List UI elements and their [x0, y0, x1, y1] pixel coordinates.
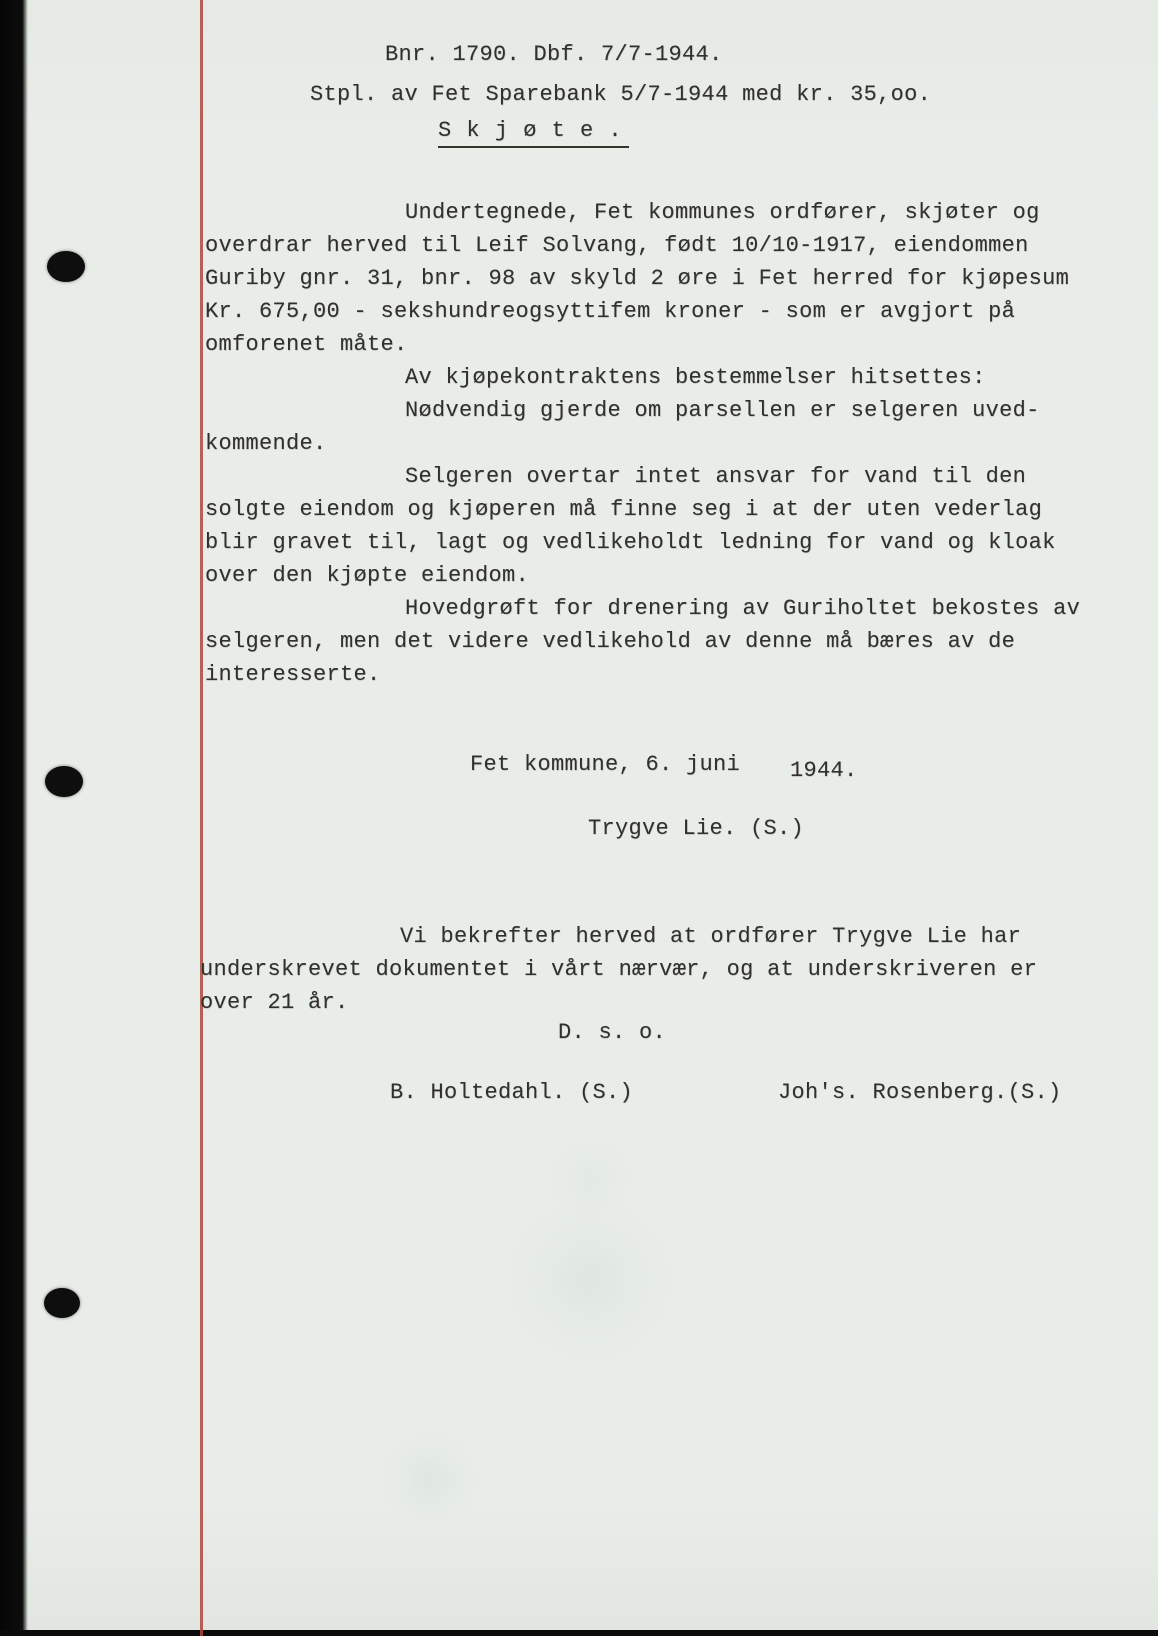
title-block: [438, 118, 629, 148]
scan-edge-bottom: [0, 1630, 1158, 1636]
text-line: Undertegnede, Fet kommunes ordfører, skjøter og: [405, 200, 1040, 225]
text-line: over den kjøpte eiendom.: [205, 563, 530, 588]
text-line: selgeren, men det videre vedlikehold av denne må bæres av de: [205, 629, 1016, 654]
text-line: over 21 år.: [200, 990, 349, 1015]
text-line: kommende.: [205, 431, 327, 456]
witness-signature-right: Joh's. Rosenberg.(S.): [778, 1080, 1062, 1105]
punch-hole: [45, 766, 83, 797]
mayor-signature: Trygve Lie. (S.): [588, 816, 805, 841]
attestation-paragraph: [200, 920, 1110, 1019]
scan-edge-left: [0, 0, 28, 1636]
text-line: blir gravet til, lagt og vedlikeholdt ledning for vand og kloak: [205, 530, 1056, 555]
text-line: Selgeren overtar intet ansvar for vand til den: [405, 464, 1027, 489]
text-line: underskrevet dokumentet i vårt nærvær, og at underskriveren er: [200, 957, 1038, 982]
header-reference: Bnr. 1790. Dbf. 7/7-1944.: [385, 42, 723, 67]
text-line: interesserte.: [205, 662, 381, 687]
dso-line: D. s. o.: [558, 1020, 667, 1045]
witness-signature-left: B. Holtedahl. (S.): [390, 1080, 634, 1105]
red-margin-line: [200, 0, 203, 1636]
punch-hole: [47, 251, 85, 282]
stamp-note: Stpl. av Fet Sparebank 5/7-1944 med kr. 35,oo.: [310, 82, 932, 107]
punch-hole: [44, 1288, 80, 1318]
document-title: S k j ø t e .: [438, 118, 629, 148]
text-line: Av kjøpekontraktens bestemmelser hitsettes:: [405, 365, 986, 390]
deed-body: [205, 196, 1115, 691]
text-line: Vi bekrefter herved at ordfører Trygve Lie har: [400, 924, 1022, 949]
text-line: solgte eiendom og kjøperen må finne seg i at der uten vederlag: [205, 497, 1043, 522]
dateline-place: Fet kommune, 6. juni: [470, 752, 741, 777]
text-line: Nødvendig gjerde om parsellen er selgeren uved-: [405, 398, 1040, 423]
text-line: Hovedgrøft for drenering av Guriholtet bekostes av: [405, 596, 1081, 621]
text-line: overdrar herved til Leif Solvang, født 10/10-1917, eiendommen: [205, 233, 1029, 258]
dateline-year: 1944.: [790, 758, 858, 783]
text-line: omforenet måte.: [205, 332, 408, 357]
text-line: Guriby gnr. 31, bnr. 98 av skyld 2 øre i Fet herred for kjøpesum: [205, 266, 1070, 291]
text-line: Kr. 675,00 - sekshundreogsyttifem kroner - som er avgjort på: [205, 299, 1016, 324]
